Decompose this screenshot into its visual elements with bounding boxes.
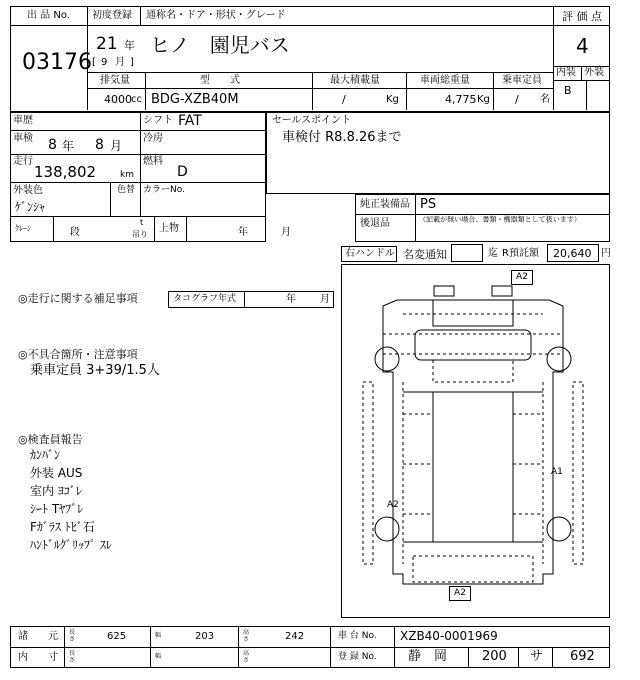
first-reg-year: 21 (96, 34, 118, 54)
height-value: 242 (285, 631, 305, 642)
chassis-label: 車 台 No. (338, 631, 377, 641)
color-change-label: 色替 (117, 185, 136, 195)
tachograph-month-unit: 月 (320, 294, 330, 305)
lot-number: 03176 (22, 50, 92, 75)
name-change-box (451, 244, 483, 262)
exterior-color-label: 外装色 (13, 185, 43, 196)
length-label: 長さ (68, 629, 75, 643)
exterior-color-value: ｹﾞﾝｼｬ (15, 200, 46, 214)
damage-mark-front: A2 (511, 270, 533, 285)
inspector-item: 外装 AUS (30, 466, 83, 480)
inspection-year: 8 (48, 137, 57, 153)
inspector-item: 室内 ﾖｺﾞﾚ (30, 484, 82, 498)
first-registration-label: 初度登録 (92, 10, 132, 21)
mileage-label: 走行 (13, 156, 33, 167)
inspector-item: Fｶﾞﾗｽ ﾄﾋﾞ石 (30, 520, 95, 534)
driving-notes-label: ◎走行に関する補足事項 (18, 292, 138, 305)
genuine-equipment-label: 純正装備品 (360, 199, 410, 210)
color-no-label: カラーNo. (143, 185, 185, 195)
inspection-year-unit: 年 (62, 139, 75, 153)
crane-hang: 吊り (132, 230, 148, 239)
dims-label: 諸 元 (18, 631, 58, 642)
deposit-unit: 円 (601, 248, 611, 259)
history-label: 車歴 (13, 115, 33, 126)
registration-class: 200 (482, 649, 507, 664)
registration-label: 登 録 No. (338, 652, 377, 662)
inspection-label: 車検 (13, 133, 33, 144)
gross-weight-label: 車両総重量 (420, 75, 470, 86)
genuine-equipment-value: PS (420, 197, 437, 212)
displacement-label: 排気量 (100, 75, 130, 86)
crane-stage-unit: 段 (70, 227, 80, 238)
first-reg-year-unit: 年 (124, 39, 135, 52)
chassis-number: XZB40-0001969 (400, 629, 498, 643)
crane-label: ｸﾚｰﾝ (15, 224, 31, 233)
max-load-slash: / (342, 93, 346, 106)
crane-t: t (140, 218, 144, 227)
width-label: 幅 (154, 632, 161, 639)
mileage-unit: km (120, 170, 134, 180)
score-value: 4 (576, 34, 589, 58)
vehicle-name-label: 通称名・ドア・形状・グレード (146, 10, 286, 21)
deposit-prefix: 迄 (488, 248, 498, 259)
max-load-unit: Kg (386, 94, 399, 105)
model-label: 型 式 (200, 75, 240, 86)
mileage-value: 138,802 (34, 163, 97, 181)
interior-height-label: 高さ (242, 650, 249, 664)
gross-weight-value: 4,775 (445, 93, 477, 106)
displacement-value: 4000 (104, 93, 132, 106)
registration-kana: サ (530, 649, 544, 664)
inspection-month: 8 (95, 137, 104, 153)
inspector-item: ｶﾝﾊﾞﾝ (30, 448, 61, 462)
vehicle-name: ヒノ 園児バス (150, 33, 290, 57)
lift-month-unit: 月 (281, 227, 291, 238)
damage-mark-right: A1 (551, 467, 563, 477)
inspector-item: ｼｰﾄ Tﾔﾌﾞﾚ (30, 502, 84, 516)
height-label: 高さ (242, 629, 249, 643)
lift-year-unit: 年 (238, 227, 248, 238)
displacement-unit: cc (131, 94, 142, 105)
capacity-label: 乗車定員 (502, 75, 542, 86)
length-value: 625 (107, 631, 127, 642)
interior-grade-label: 内装 (556, 67, 576, 78)
registration-area: 静 岡 (408, 649, 448, 664)
defect-notes-text: 乗車定員 3+39/1.5人 (30, 363, 160, 378)
capacity-slash: / (515, 93, 519, 106)
first-reg-month-unit: 月 (115, 57, 125, 68)
aftermarket-note: （記載が無い場合、書類・機器類として扱います） (419, 215, 581, 224)
steering-value: 右ハンドル (345, 248, 395, 259)
interior-dims-label: 内 寸 (18, 652, 58, 663)
shift-value: FAT (178, 113, 202, 129)
lot-no-label: 出 品 No. (27, 10, 70, 21)
first-reg-month: 9 (101, 57, 108, 68)
max-load-label: 最大積載量 (330, 75, 380, 86)
interior-length-label: 長さ (68, 650, 75, 664)
model-code: BDG-XZB40M (151, 92, 239, 107)
damage-mark-rear: A2 (449, 586, 471, 601)
inspector-item: ﾊﾝﾄﾞﾙｸﾞﾘｯﾌﾟ ｽﾚ (30, 538, 112, 552)
lift-label: 上物 (159, 223, 179, 234)
registration-number: 692 (570, 649, 595, 664)
inspection-month-unit: 月 (110, 139, 123, 153)
header-block (10, 6, 610, 112)
deposit-label: R預託額 (502, 248, 539, 259)
sales-point-label: セールスポイント (272, 115, 352, 126)
shift-label: シフト (143, 115, 173, 126)
tachograph-year-unit: 年 (286, 294, 296, 305)
inspector-report-label: ◎検査員報告 (18, 433, 83, 446)
damage-mark-left: A2 (387, 500, 399, 510)
fuel-label: 燃料 (143, 156, 163, 167)
exterior-grade-label: 外装 (584, 67, 604, 78)
interior-width-label: 幅 (154, 653, 161, 660)
score-label: 評 価 点 (562, 10, 602, 23)
ac-label: 冷房 (143, 133, 163, 144)
bus-outline-diagram (341, 264, 610, 618)
gross-weight-unit: Kg (477, 94, 490, 105)
sales-point-text: 車検付 R8.8.26まで (282, 130, 402, 145)
defect-notes-label: ◎不具合箇所・注意事項 (18, 348, 138, 361)
fuel-value: D (177, 164, 188, 180)
capacity-unit: 名 (540, 94, 550, 105)
deposit-value: 20,640 (553, 247, 592, 260)
name-change-label: 名変通知 (403, 248, 447, 261)
tachograph-label: タコグラフ年式 (173, 294, 237, 304)
interior-grade: B (564, 84, 572, 97)
width-value: 203 (195, 631, 215, 642)
aftermarket-label: 後退品 (360, 218, 390, 229)
